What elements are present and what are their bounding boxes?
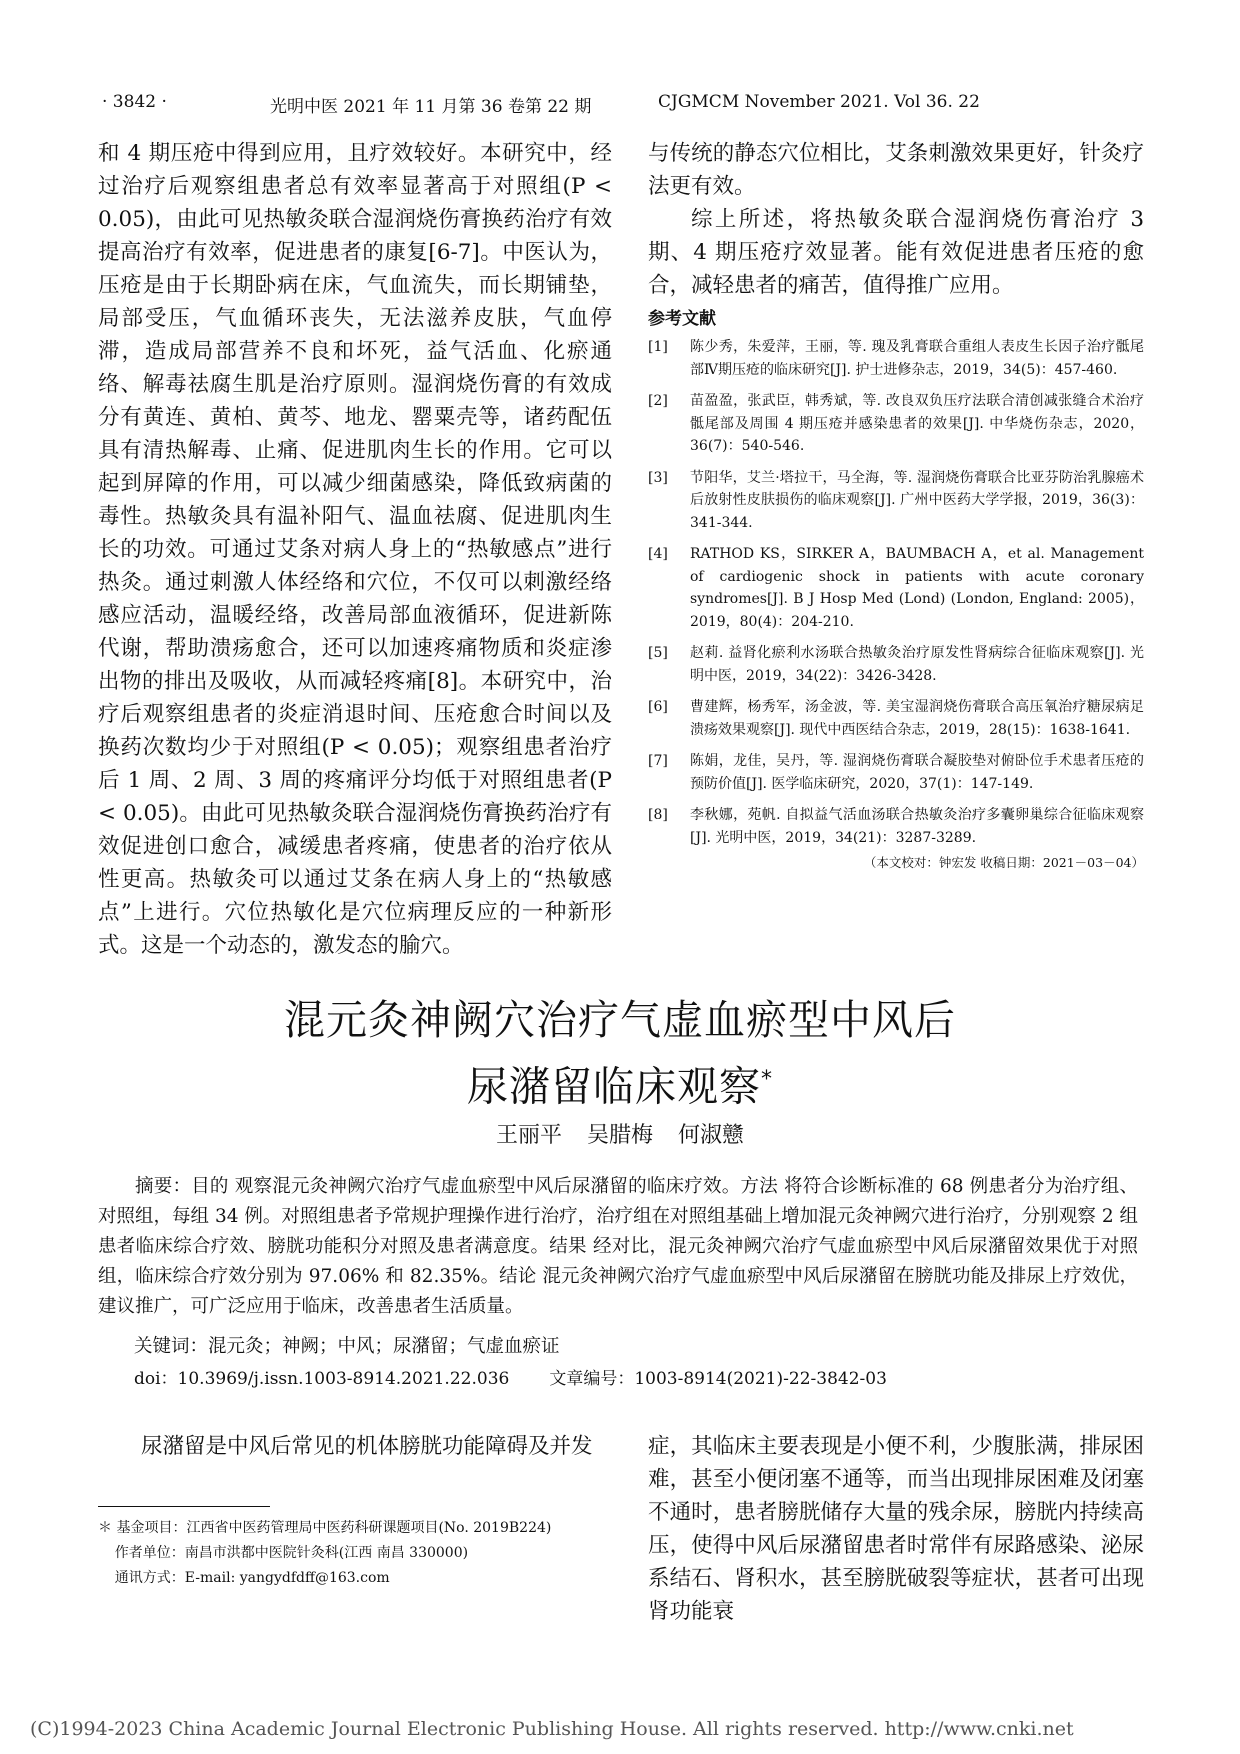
- reference-number: [7]: [648, 753, 668, 769]
- reference-item: [648, 750, 1144, 795]
- left-column-paragraph: 和 4 期压疮中得到应用，且疗效较好。本研究中，经过治疗后观察组患者总有效率显著高于对照组(P < 0.05)，由此可见热敏灸联合湿润烧伤膏换药治疗有效提高治疗有效率，促进患者的康复[6-7]。中医认为，压疮是由于长期卧病在床，气血流失，而长期铺垫，局部受压，气血循环丧失，无法滋养皮肤，气血停滞，造成局部营养不良和坏死，益气活血、化瘀通络、解毒祛腐生肌是治疗原则。湿润烧伤膏的有效成分有黄连、黄柏、黄芩、地龙、罂粟壳等，诸药配伍具有清热解毒、止痛、促进肌肉生长的作用。它可以起到屏障的作用，可以减少细菌感染，降低致病菌的毒性。热敏灸具有温补阳气、温血祛腐、促进肌肉生长的功效。可通过艾条对病人身上的“热敏感点”进行热灸。通过刺激人体经络和穴位，不仅可以刺激经络感应活动，温暖经络，改善局部血液循环，促进新陈代谢，帮助溃疡愈合，还可以加速疼痛物质和炎症渗出物的排出及吸收，从而减轻疼痛[8]。本研究中，治疗后观察组患者的炎症消退时间、压疮愈合时间以及换药次数均少于对照组(P < 0.05)；观察组患者治疗后 1 周、2 周、3 周的疼痛评分均低于对照组患者(P < 0.05)。由此可见热敏灸联合湿润烧伤膏换药治疗有效促进创口愈合，减缓患者疼痛，使患者的治疗依从性更高。热敏灸可以通过艾条在病人身上的“热敏感点”上进行。穴位热敏化是穴位病理反应的一种新形式。这是一个动态的，激发态的腧穴。: [98, 141, 612, 958]
- reference-list: [648, 336, 1144, 849]
- body-left-column: [98, 1430, 612, 1463]
- article-authors: 王丽平 吴腊梅 何淑戆: [496, 1123, 744, 1148]
- footnote: [98, 1516, 618, 1591]
- reference-item: [648, 336, 1144, 381]
- reference-number: [5]: [648, 645, 668, 661]
- reference-item: [648, 804, 1144, 849]
- body-right-column: [648, 1430, 1144, 1628]
- right-paragraph-2: 综上所述，将热敏灸联合湿润烧伤膏治疗 3 期、4 期压疮疗效显著。能有效促进患者压疮的愈合，减轻患者的痛苦，值得推广应用。: [648, 207, 1144, 298]
- received-date-note: （本文校对：钟宏发 收稿日期：2021－03－04）: [863, 855, 1144, 870]
- references-heading: 参考文献: [648, 309, 716, 329]
- reference-text: 苗盈盈，张武臣，韩秀斌，等. 改良双负压疗法联合清创减张缝合术治疗骶尾部及周围 4 期压疮并感染患者的效果[J]. 中华烧伤杂志，2020，36(7)：540-546.: [690, 393, 1144, 454]
- reference-text: 曹建辉，杨秀军，汤金波，等. 美宝湿润烧伤膏联合高压氧治疗糖尿病足溃疡效果观察[J]. 现代中西医结合杂志，2019，28(15)：1638-1641.: [690, 699, 1144, 738]
- article-abstract: 摘要：目的 观察混元灸神阙穴治疗气虚血瘀型中风后尿潴留的临床疗效。方法 将符合诊断标准的 68 例患者分为治疗组、对照组，每组 34 例。对照组患者予常规护理操作进行治疗，治疗组在对照组基础上增加混元灸神阙穴进行治疗，分别观察 2 组患者临床综合疗效、膀胱功能积分对照及患者满意度。结果 经对比，混元灸神阙穴治疗气虚血瘀型中风后尿潴留效果优于对照组，临床综合疗效分别为 97.06% 和 82.35%。结论 混元灸神阙穴治疗气虚血瘀型中风后尿潴留在膀胱功能及排尿上疗效优，建议推广，可广泛应用于临床，改善患者生活质量。: [98, 1176, 1138, 1317]
- reference-number: [2]: [648, 393, 668, 409]
- footnote-fund: ＊ 基金项目：江西省中医药管理局中医药科研课题项目(No. 2019B224): [98, 1520, 552, 1536]
- right-paragraph-1: 与传统的静态穴位相比，艾条刺激效果更好，针灸疗法更有效。: [648, 141, 1144, 199]
- body-left-paragraph: 尿潴留是中风后常见的机体膀胱功能障碍及并发: [141, 1434, 593, 1459]
- reference-text: 陈少秀，朱爱萍，王丽，等. 瑰及乳膏联合重组人表皮生长因子治疗骶尾部Ⅳ期压疮的临床研究[J]. 护士进修杂志，2019，34(5)：457-460.: [690, 339, 1144, 378]
- journal-header-cn: 光明中医 2021 年 11 月第 36 卷第 22 期: [270, 97, 592, 117]
- article-number: 文章编号：1003-8914(2021)-22-3842-03: [549, 1369, 887, 1389]
- reference-number: [4]: [648, 546, 668, 562]
- article-title: [0, 990, 1240, 1117]
- article-doi: doi：10.3969/j.issn.1003-8914.2021.22.036: [134, 1369, 510, 1389]
- fund-mark: *: [761, 1067, 773, 1092]
- reference-number: [6]: [648, 699, 668, 715]
- reference-item: [648, 696, 1144, 741]
- reference-text: RATHOD KS，SIRKER A，BAUMBACH A，et al. Management of cardiogenic shock in patients with acute coronary syndromes[J]. B J Hosp Med (Lond) (London, England: 2005)，2019，80(4)：204-210.: [690, 546, 1144, 630]
- reference-text: 赵莉. 益肾化瘀利水汤联合热敏灸治疗原发性肾病综合征临床观察[J]. 光明中医，2019，34(22)：3426-3428.: [690, 645, 1144, 684]
- page-number: · 3842 ·: [102, 92, 167, 112]
- journal-header-en: CJGMCM November 2021. Vol 36. 22: [658, 92, 980, 112]
- footnote-unit: 作者单位：南昌市洪都中医院针灸科(江西 南昌 330000): [114, 1545, 469, 1561]
- body-right-paragraph: 症，其临床主要表现是小便不利，少腹胀满，排尿困难，甚至小便闭塞不通等，而当出现排尿困难及闭塞不通时，患者膀胱储存大量的残余尿，膀胱内持续高压，使得中风后尿潴留患者时常伴有尿路感染、泌尿系结石、肾积水，甚至膀胱破裂等症状，甚者可出现肾功能衰: [648, 1434, 1144, 1624]
- article-doi-line: [134, 1364, 1134, 1394]
- reference-item: [648, 642, 1144, 687]
- reference-number: [1]: [648, 339, 668, 355]
- reference-text: 李秋娜，苑帆. 自拟益气活血汤联合热敏灸治疗多囊卵巢综合征临床观察[J]. 光明中医，2019，34(21)：3287-3289.: [690, 807, 1144, 846]
- reference-item: [648, 467, 1144, 535]
- article-title-line-1: 混元灸神阙穴治疗气虚血瘀型中风后: [284, 996, 956, 1044]
- reference-text: 陈娟，龙佳，吴丹，等. 湿润烧伤膏联合凝胶垫对俯卧位手术患者压疮的预防价值[J]. 医学临床研究，2020，37(1)：147-149.: [690, 753, 1144, 792]
- footnote-contact: 通讯方式：E-mail: yangydfdff@163.com: [114, 1570, 390, 1586]
- reference-number: [3]: [648, 469, 668, 486]
- reference-item: [648, 390, 1144, 458]
- reference-item: [648, 543, 1144, 633]
- article-title-line-2: 尿潴留临床观察*: [467, 1062, 773, 1111]
- copyright-footer: (C)1994-2023 China Academic Journal Electronic Publishing House. All rights reserved. http://www.cnki.net: [30, 1718, 1074, 1740]
- right-column: [648, 137, 1144, 872]
- footnote-rule: [98, 1506, 270, 1507]
- article-keywords: 关键词：混元灸；神阙；中风；尿潴留；气虚血瘀证: [134, 1336, 560, 1357]
- left-column: [98, 137, 612, 962]
- reference-text: 节阳华，艾兰·塔拉干，马全海，等. 湿润烧伤膏联合比亚芬防治乳腺癌术后放射性皮肤损伤的临床观察[J]. 广州中医药大学学报，2019，36(3)：341-344.: [690, 469, 1144, 531]
- reference-number: [8]: [648, 807, 668, 823]
